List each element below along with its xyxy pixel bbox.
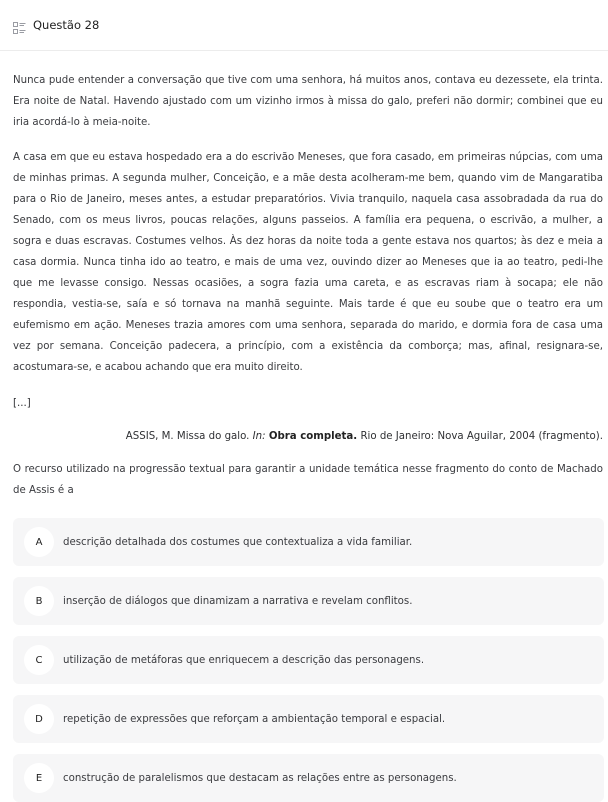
citation-rest: Rio de Janeiro: Nova Aguilar, 2004 (fragmento).: [360, 431, 603, 442]
list-icon: [13, 19, 26, 31]
option-text: descrição detalhada dos costumes que contextualiza a vida familiar.: [63, 536, 413, 548]
text-ellipsis: [...]: [13, 398, 31, 409]
text-paragraph-1: Nunca pude entender a conversação que tive com uma senhora, há muitos anos, contava eu dezessete, ela trinta. Era noite de Natal. Havendo ajustado com um vizinho irmos à missa do galo, preferi não dormir; combinei que eu iria acordá-lo à meia-noite.: [13, 75, 603, 128]
option-b[interactable]: [13, 577, 604, 625]
question-statement: O recurso utilizado na progressão textual para garantir a unidade temática nesse fragmento do conto de Machado de Assis é a: [13, 464, 603, 496]
option-c[interactable]: [13, 636, 604, 684]
option-d[interactable]: [13, 695, 604, 743]
citation-work: Obra completa.: [268, 431, 358, 442]
option-text: construção de paralelismos que destacam as relações entre as personagens.: [63, 772, 457, 784]
question-title: Questão 28: [33, 18, 100, 32]
question-body: [0, 70, 608, 501]
option-e[interactable]: [13, 754, 604, 802]
option-text: inserção de diálogos que dinamizam a narrativa e revelam conflitos.: [63, 595, 413, 607]
option-letter: D: [24, 704, 54, 734]
option-a[interactable]: [13, 518, 604, 566]
option-letter: B: [24, 586, 54, 616]
citation-in: In:: [252, 431, 266, 442]
question-header: [0, 0, 608, 51]
source-citation: [13, 426, 603, 447]
option-letter: A: [24, 527, 54, 557]
text-paragraph-2: A casa em que eu estava hospedado era a do escrivão Meneses, que fora casado, em primeiras núpcias, com uma de minhas primas. A segunda mulher, Conceição, e a mãe desta acolheram-me bem, quando vim de Mangaratiba para o Rio de Janeiro, meses antes, a estudar preparatórios. Vivia tranquilo, naquela casa assobradada da rua do Senado, com os meus livros, poucas relações, alguns passeios. A família era pequena, o escrivão, a mulher, a sogra e duas escravas. Costumes velhos. Às dez horas da noite toda a gente estava nos quartos; às dez e meia a casa dormia. Nunca tinha ido ao teatro, e mais de uma vez, ouvindo dizer ao Meneses que ia ao teatro, pedi-lhe que me levasse consigo. Nessas ocasiões, a sogra fazia uma careta, e as escravas riam à socapa; ele não respondia, vestia-se, saía e só tornava na manhã seguinte. Mais tarde é que eu soube que o teatro era um eufemismo em ação. Meneses trazia amores com uma senhora, separada do marido, e dormia fora de casa uma vez por semana. Conceição padecera, a princípio, com a existência da comborça; mas, afinal, resignara-se, acostumara-se, e acabou achando que era muito direito.: [13, 152, 603, 373]
citation-author: ASSIS, M. Missa do galo.: [125, 431, 250, 442]
answer-options: [0, 518, 608, 802]
option-text: utilização de metáforas que enriquecem a descrição das personagens.: [63, 654, 425, 666]
option-letter: C: [24, 645, 54, 675]
option-letter: E: [24, 763, 54, 793]
option-text: repetição de expressões que reforçam a ambientação temporal e espacial.: [63, 713, 446, 725]
